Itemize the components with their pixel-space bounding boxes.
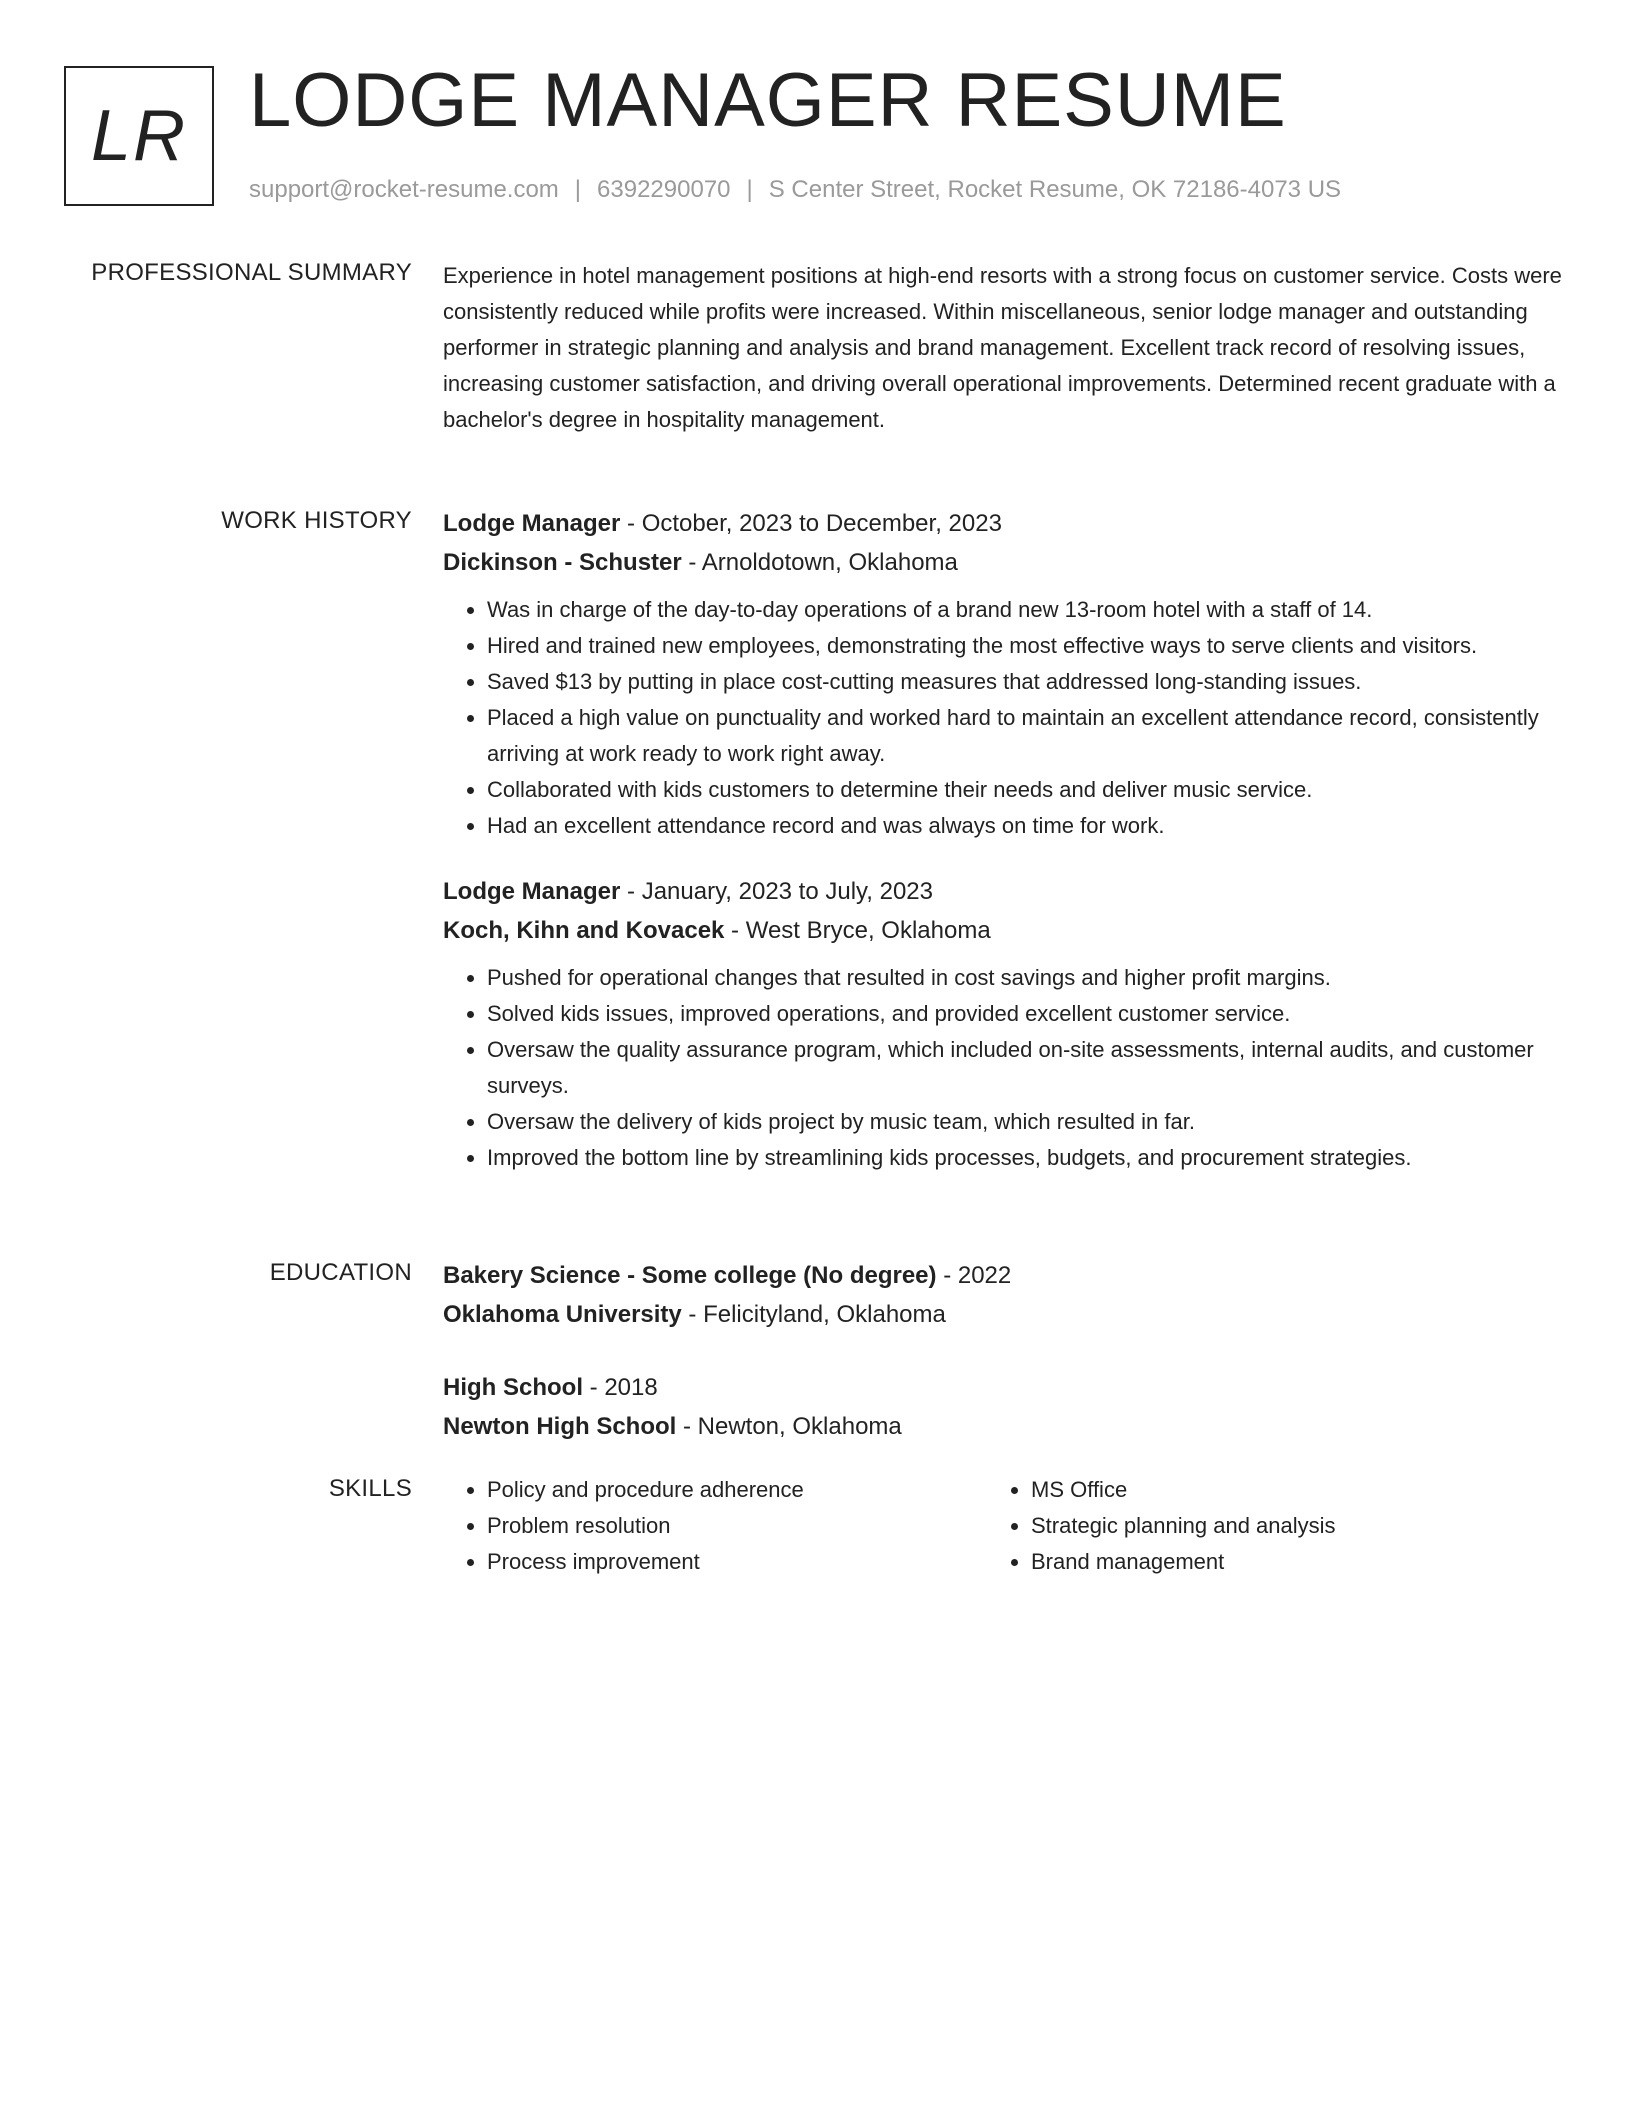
education-degree-line bbox=[443, 1256, 1563, 1295]
skill-item: • Strategic planning and analysis bbox=[1031, 1508, 1531, 1544]
work-history-body bbox=[443, 504, 1563, 1176]
section-label-education: EDUCATION bbox=[269, 1259, 412, 1286]
job-bullet: • Collaborated with kids customers to determine their needs and deliver music service. bbox=[487, 772, 1563, 808]
skill-item: • Process improvement bbox=[487, 1544, 987, 1580]
job-bullet: • Oversaw the delivery of kids project by music team, which resulted in far. bbox=[487, 1104, 1563, 1140]
job-entry bbox=[443, 872, 1563, 1176]
job-location: - West Bryce, Oklahoma bbox=[724, 917, 991, 944]
contact-separator: | bbox=[746, 176, 753, 203]
skill-item: • Brand management bbox=[1031, 1544, 1531, 1580]
job-bullet: • Placed a high value on punctuality and worked hard to maintain an excellent attendance record, consistently arriving at work ready to work right away. bbox=[487, 700, 1563, 772]
contact-phone[interactable]: 6392290070 bbox=[597, 176, 731, 203]
section-label-skills: SKILLS bbox=[328, 1475, 412, 1502]
contact-separator: | bbox=[574, 176, 582, 203]
job-title: Lodge Manager bbox=[443, 510, 621, 537]
job-location: - Arnoldotown, Oklahoma bbox=[681, 549, 958, 576]
education-school-line bbox=[443, 1407, 1563, 1446]
education-degree-line bbox=[443, 1368, 1563, 1407]
section-label-work-history: WORK HISTORY bbox=[221, 507, 412, 534]
job-bullet: • Was in charge of the day-to-day operations of a brand new 13-room hotel with a staff of 14. bbox=[487, 592, 1563, 628]
job-company-line bbox=[443, 911, 1563, 950]
job-dates: - January, 2023 to July, 2023 bbox=[620, 878, 933, 905]
education-body bbox=[443, 1256, 1563, 1446]
job-bullet-list bbox=[443, 960, 1563, 1176]
education-entry bbox=[443, 1368, 1563, 1446]
education-year: - 2022 bbox=[936, 1262, 1012, 1289]
job-title-line bbox=[443, 504, 1563, 543]
job-bullet: • Hired and trained new employees, demonstrating the most effective ways to serve clients and visitors. bbox=[487, 628, 1563, 664]
job-entry bbox=[443, 504, 1563, 844]
skills-body bbox=[443, 1472, 1563, 1580]
job-bullet-list bbox=[443, 592, 1563, 844]
skill-item: • Problem resolution bbox=[487, 1508, 987, 1544]
section-label-summary: PROFESSIONAL SUMMARY bbox=[91, 259, 412, 286]
contact-line bbox=[249, 174, 1341, 206]
job-bullet: • Oversaw the quality assurance program, which included on-site assessments, internal audits, and customer surveys. bbox=[487, 1032, 1563, 1104]
education-school-line bbox=[443, 1295, 1563, 1334]
education-degree: High School bbox=[443, 1374, 583, 1401]
job-bullet: • Solved kids issues, improved operations, and provided excellent customer service. bbox=[487, 996, 1563, 1032]
job-bullet: • Saved $13 by putting in place cost-cutting measures that addressed long-standing issues. bbox=[487, 664, 1563, 700]
job-bullet: • Improved the bottom line by streamlining kids processes, budgets, and procurement strategies. bbox=[487, 1140, 1563, 1176]
education-location: - Felicityland, Oklahoma bbox=[681, 1301, 946, 1328]
education-entry bbox=[443, 1256, 1563, 1334]
education-location: - Newton, Oklahoma bbox=[676, 1413, 902, 1440]
job-bullet: • Pushed for operational changes that resulted in cost savings and higher profit margins. bbox=[487, 960, 1563, 996]
job-company: Koch, Kihn and Kovacek bbox=[443, 917, 725, 944]
job-company-line bbox=[443, 543, 1563, 582]
page-title: LODGE MANAGER RESUME bbox=[249, 58, 1287, 143]
education-year: - 2018 bbox=[583, 1374, 658, 1401]
summary-text: Experience in hotel management positions at high-end resorts with a strong focus on customer service. Costs were consistently reduced while profits were increased. Within miscellaneous, senior lodge manager and outstanding performer in strategic planning and analysis and brand management. Excellent track record of resolving issues, increasing customer satisfaction, and driving overall operational improvements. Determined recent graduate with a bachelor's degree in hospitality management. bbox=[443, 263, 1562, 432]
contact-email[interactable]: support@rocket-resume.com bbox=[249, 176, 559, 203]
education-school: Oklahoma University bbox=[443, 1301, 682, 1328]
education-degree: Bakery Science - Some college (No degree) bbox=[443, 1262, 937, 1289]
job-company: Dickinson - Schuster bbox=[443, 549, 682, 576]
skills-list-right bbox=[987, 1472, 1531, 1580]
job-bullet: • Had an excellent attendance record and was always on time for work. bbox=[487, 808, 1563, 844]
monogram-logo: LR bbox=[64, 66, 214, 206]
skill-item: • MS Office bbox=[1031, 1472, 1531, 1508]
job-title: Lodge Manager bbox=[443, 878, 621, 905]
job-title-line bbox=[443, 872, 1563, 911]
education-school: Newton High School bbox=[443, 1413, 677, 1440]
summary-body bbox=[443, 258, 1563, 438]
skills-list-left bbox=[443, 1472, 987, 1580]
skill-item: • Policy and procedure adherence bbox=[487, 1472, 987, 1508]
contact-address: S Center Street, Rocket Resume, OK 72186-4073 US bbox=[768, 176, 1342, 203]
skills-grid bbox=[443, 1472, 1563, 1580]
job-dates: - October, 2023 to December, 2023 bbox=[620, 510, 1002, 537]
